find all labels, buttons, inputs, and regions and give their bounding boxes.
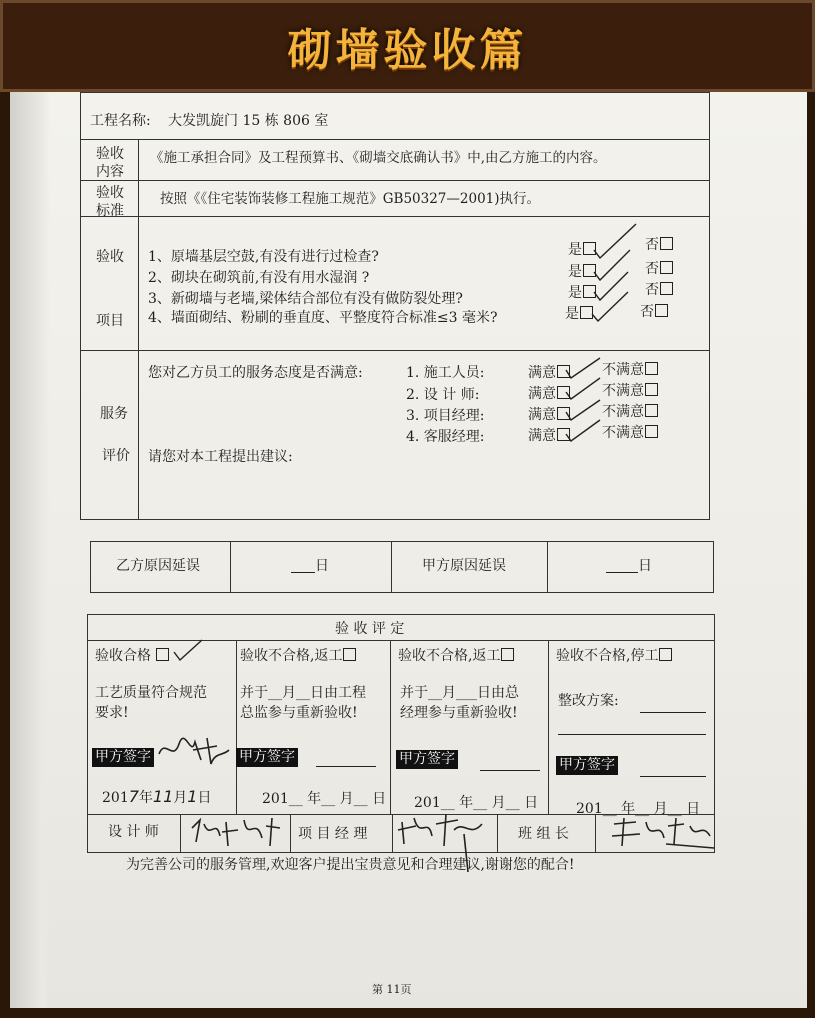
unsat-3[interactable]: 不满意 (602, 404, 658, 419)
rework-1-desc-line1: 并于__月__日由工程 (240, 685, 366, 701)
footer-note: 为完善公司的服务管理,欢迎客户提出宝贵意见和合理建议,谢谢您的配合! (126, 857, 575, 873)
item-1-yes[interactable]: 是 (568, 242, 596, 257)
role-designer: 2. 设 计 师: (406, 387, 480, 403)
page-number: 第 11页 (372, 983, 412, 996)
checkmark-icon (560, 348, 620, 448)
service-label-bottom: 评价 (102, 448, 130, 464)
page-fold-shadow (10, 92, 50, 1008)
checkbox[interactable] (645, 425, 658, 438)
team-leader-label: 班 组 长 (518, 826, 569, 842)
unsat-2[interactable]: 不满意 (602, 383, 658, 398)
rework-1-sign-line[interactable] (316, 752, 376, 767)
checkbox[interactable] (645, 362, 658, 375)
standard-text: 按照《《住宅装饰装修工程施工规范》GB50327—2001)执行。 (160, 191, 541, 207)
item-4-no[interactable]: 否 (640, 304, 668, 319)
rework-2-date: 201__ 年__ 月__ 日 (414, 795, 539, 811)
checkmark-icon (170, 636, 206, 666)
project-value: 大发凯旋门 15 栋 806 室 (168, 113, 329, 129)
halt-plan-line-1[interactable] (640, 698, 706, 713)
checkbox[interactable] (659, 648, 672, 661)
manager-label: 项 目 经 理 (298, 826, 368, 842)
sat-4[interactable]: 满意 (528, 428, 570, 443)
role-service-manager: 4. 客服经理: (406, 429, 485, 445)
content-label-line1: 验收 (96, 146, 124, 162)
rework-option-2[interactable]: 验收不合格,返工 (398, 648, 514, 663)
rework-2-sign-label: 甲方签字 (396, 750, 458, 769)
item-1-no[interactable]: 否 (645, 237, 673, 252)
items-label-top: 验收 (96, 249, 124, 265)
checkbox[interactable] (343, 648, 356, 661)
unsat-4[interactable]: 不满意 (602, 425, 658, 440)
designer-label: 设 计 师 (108, 824, 159, 840)
checkbox[interactable] (660, 237, 673, 250)
halt-plan-label: 整改方案: (558, 693, 619, 709)
halt-date: 201__ 年__ 月__ 日 (576, 801, 701, 817)
checkmark-icon (588, 220, 658, 330)
pass-option[interactable]: 验收合格 (95, 648, 169, 663)
sat-2[interactable]: 满意 (528, 386, 570, 401)
pass-desc-line1: 工艺质量符合规范 (95, 685, 207, 701)
pass-date[interactable]: 2017年11月1日 (102, 787, 212, 806)
items-label-bottom: 项目 (96, 313, 124, 329)
item-4: 4、墙面砌结、粉刷的垂直度、平整度符合标准≤3 毫米? (148, 310, 498, 326)
item-1: 1、原墙基层空鼓,有没有进行过检查? (148, 249, 379, 265)
halt-option[interactable]: 验收不合格,停工 (556, 648, 672, 663)
delay-party-a: 甲方原因延误 (422, 558, 506, 574)
sat-3[interactable]: 满意 (528, 407, 570, 422)
banner-title: 砌墙验收篇 (287, 25, 528, 76)
halt-plan-line-2[interactable] (558, 720, 706, 735)
checkbox[interactable] (660, 282, 673, 295)
item-2-yes[interactable]: 是 (568, 264, 596, 279)
item-3: 3、新砌墙与老墙,梁体结合部位有没有做防裂处理? (148, 291, 463, 307)
rework-1-desc-line2: 总监参与重新验收! (240, 705, 358, 721)
sat-1[interactable]: 满意 (528, 365, 570, 380)
checkbox[interactable] (645, 404, 658, 417)
role-project-manager: 3. 项目经理: (406, 408, 485, 424)
item-2: 2、砌块在砌筑前,有没有用水湿润 ? (148, 270, 370, 286)
role-construction: 1. 施工人员: (406, 365, 485, 381)
service-question: 您对乙方员工的服务态度是否满意: (148, 365, 363, 381)
assessment-title: 验 收 评 定 (335, 621, 405, 637)
checkbox[interactable] (501, 648, 514, 661)
checkbox[interactable] (660, 261, 673, 274)
signature-party-a[interactable] (155, 732, 235, 768)
project-label: 工程名称: (90, 113, 151, 129)
delay-party-b-days[interactable]: 日 (291, 559, 329, 573)
banner (0, 0, 815, 92)
standard-label-line2: 标准 (96, 203, 124, 219)
delay-party-b: 乙方原因延误 (116, 558, 200, 574)
signature-designer[interactable] (186, 812, 286, 852)
checkbox[interactable] (156, 648, 169, 661)
rework-1-sign-label: 甲方签字 (236, 748, 298, 767)
rework-2-desc-line1: 并于__月___日由总 (400, 685, 519, 701)
rework-option-1[interactable]: 验收不合格,返工 (240, 648, 356, 663)
unsat-1[interactable]: 不满意 (602, 362, 658, 377)
pass-sign-label: 甲方签字 (92, 748, 154, 767)
halt-sign-line[interactable] (640, 762, 706, 777)
item-4-yes[interactable]: 是 (565, 306, 593, 321)
content-text: 《施工承担合同》及工程预算书、《砌墙交底确认书》中,由乙方施工的内容。 (150, 150, 607, 166)
item-3-no[interactable]: 否 (645, 282, 673, 297)
rework-1-date: 201__ 年__ 月__ 日 (262, 791, 387, 807)
item-2-no[interactable]: 否 (645, 261, 673, 276)
suggestion-prompt: 请您对本工程提出建议: (148, 449, 293, 465)
acceptance-form (10, 92, 807, 1008)
delay-party-a-days[interactable]: 日 (606, 559, 652, 573)
rework-2-sign-line[interactable] (480, 756, 540, 771)
service-label-top: 服务 (100, 406, 128, 422)
signature-team-leader[interactable] (606, 814, 716, 854)
item-3-yes[interactable]: 是 (568, 285, 596, 300)
content-label-line2: 内容 (96, 164, 124, 180)
pass-desc-line2: 要求! (95, 705, 129, 721)
checkbox[interactable] (645, 383, 658, 396)
halt-sign-label: 甲方签字 (556, 756, 618, 775)
rework-2-desc-line2: 经理参与重新验收! (400, 705, 518, 721)
standard-label-line1: 验收 (96, 185, 124, 201)
